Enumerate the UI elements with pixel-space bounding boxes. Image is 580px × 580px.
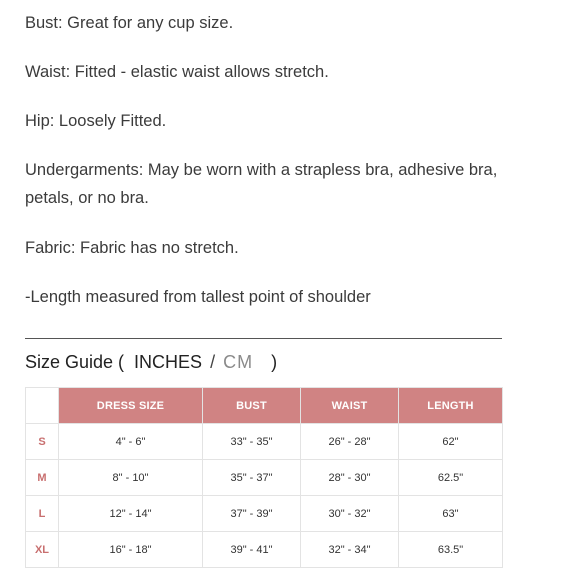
- bust-cell: 37" - 39": [203, 496, 301, 532]
- length-cell: 63.5": [399, 532, 503, 568]
- length-note: -Length measured from tallest point of shoulder: [25, 288, 371, 306]
- size-label: S: [26, 424, 59, 460]
- length-cell: 63": [399, 496, 503, 532]
- waist-cell: 30" - 32": [301, 496, 399, 532]
- length-cell: 62": [399, 424, 503, 460]
- fabric-description: Fabric: Fabric has no stretch.: [25, 239, 239, 257]
- table-row: [26, 496, 503, 532]
- table-header-dress-size: DRESS SIZE: [59, 388, 203, 424]
- table-header-length: LENGTH: [399, 388, 503, 424]
- dress-size-cell: 8" - 10": [59, 460, 203, 496]
- bust-cell: 35" - 37": [203, 460, 301, 496]
- size-label: XL: [26, 532, 59, 568]
- table-header-row: [26, 388, 503, 424]
- size-guide-title-close: ): [271, 352, 278, 372]
- size-label: L: [26, 496, 59, 532]
- waist-description: Waist: Fitted - elastic waist allows stretch.: [25, 63, 329, 81]
- size-table: [25, 387, 503, 568]
- waist-cell: 26" - 28": [301, 424, 399, 460]
- section-divider: [25, 338, 502, 339]
- undergarments-description: Undergarments: May be worn with a strapless bra, adhesive bra, petals, or no bra.: [25, 161, 498, 207]
- bust-description: Bust: Great for any cup size.: [25, 14, 234, 32]
- dress-size-cell: 16" - 18": [59, 532, 203, 568]
- unit-toggle-inches[interactable]: INCHES: [134, 352, 203, 372]
- length-cell: 62.5": [399, 460, 503, 496]
- waist-cell: 28" - 30": [301, 460, 399, 496]
- dress-size-cell: 4" - 6": [59, 424, 203, 460]
- unit-toggle-cm[interactable]: CM: [223, 352, 254, 372]
- size-guide-heading: [25, 352, 277, 373]
- bust-cell: 39" - 41": [203, 532, 301, 568]
- unit-separator: /: [210, 352, 216, 372]
- dress-size-cell: 12" - 14": [59, 496, 203, 532]
- hip-description: Hip: Loosely Fitted.: [25, 112, 167, 130]
- table-header-bust: BUST: [203, 388, 301, 424]
- table-row: [26, 532, 503, 568]
- table-row: [26, 460, 503, 496]
- size-guide-title: Size Guide (: [25, 352, 125, 372]
- waist-cell: 32" - 34": [301, 532, 399, 568]
- table-row: [26, 424, 503, 460]
- bust-cell: 33" - 35": [203, 424, 301, 460]
- table-header-corner: [26, 388, 59, 424]
- size-label: M: [26, 460, 59, 496]
- table-header-waist: WAIST: [301, 388, 399, 424]
